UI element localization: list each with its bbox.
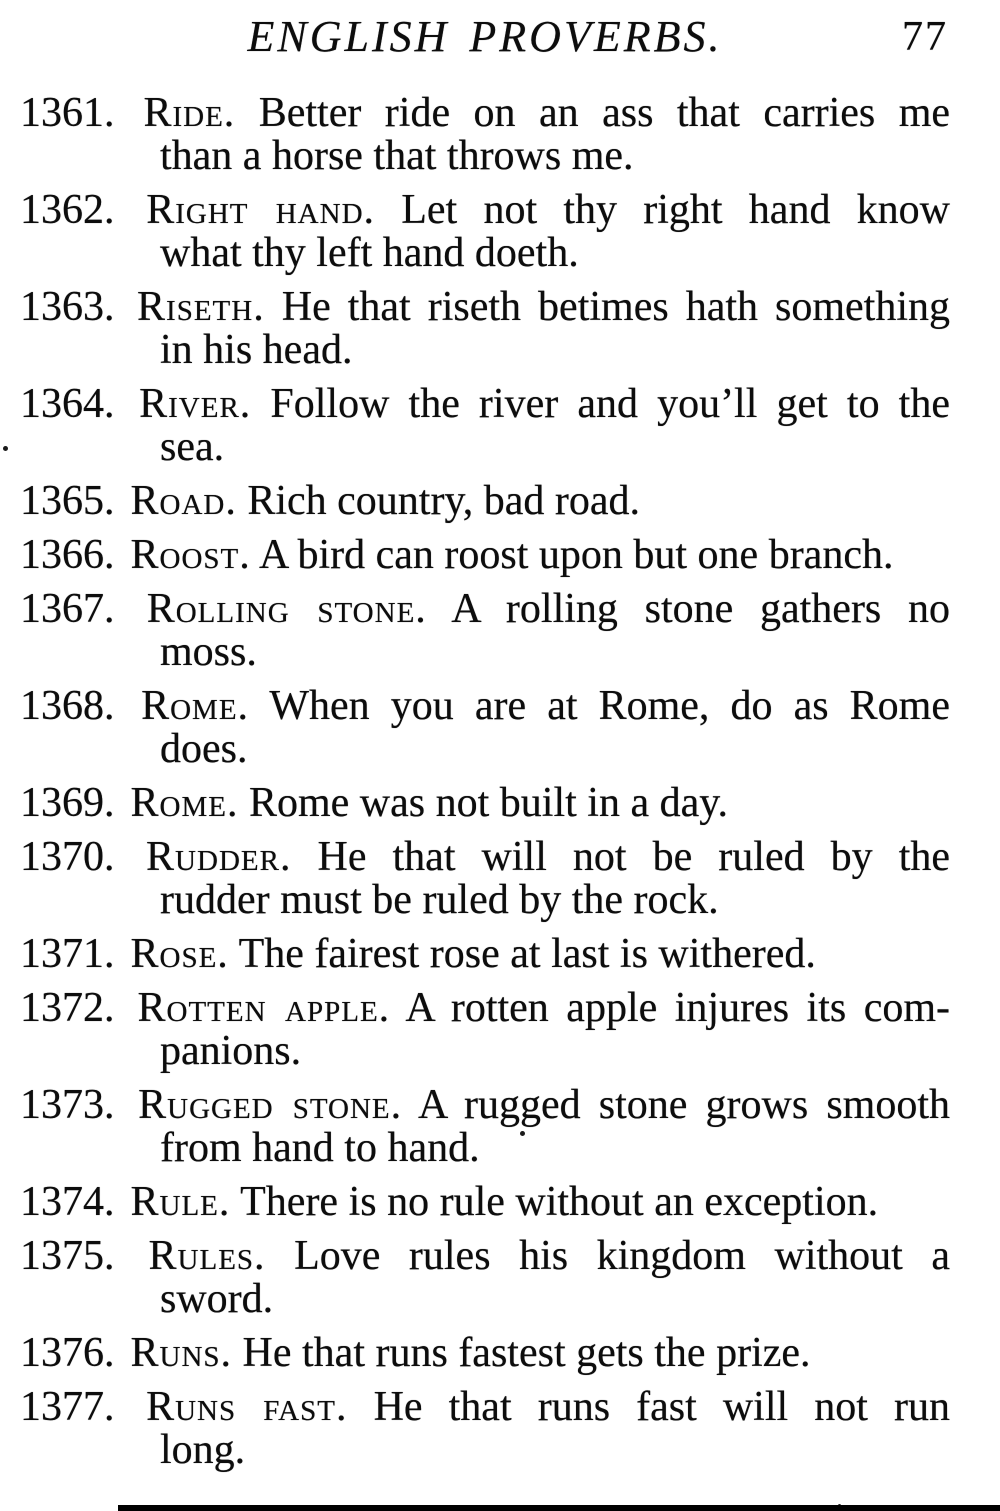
entry-keyword: Rule. [130,1179,231,1225]
entry-keyword: Riseth. [137,284,265,330]
entry-text-line: Follow the river and you’ll get to the [270,381,950,427]
entry-keyword: Rotten apple. [137,985,391,1031]
entry-keyword: Rolling stone. [146,586,427,632]
entry-keyword: Roost. [130,532,251,578]
entry-keyword: Rome. [130,780,239,826]
entry-first-line [20,1235,950,1278]
running-title: ENGLISH PROVERBS. [247,12,723,61]
entry-number: 1363. [20,284,115,330]
entry-number: 1375. [20,1233,115,1279]
entry-keyword: Road. [130,478,237,524]
proverb-entry [20,1084,950,1170]
entry-keyword: Rugged stone. [138,1082,403,1128]
proverb-entry [20,987,950,1073]
proverb-entry [20,480,950,523]
entry-number: 1373. [20,1082,115,1128]
entry-number: 1369. [20,780,115,826]
entry-keyword: Ride. [143,90,236,136]
proverb-entry [20,383,950,469]
entry-first-line [20,1386,950,1429]
entry-keyword: Rudder. [146,834,292,880]
proverb-list [20,92,950,1472]
entry-number: 1366. [20,532,115,578]
entry-number: 1372. [20,985,115,1031]
entry-number: 1377. [20,1384,115,1430]
entry-text-line: There is no rule without an exception. [240,1179,879,1225]
entry-text-line: A rolling stone gathers no [451,586,950,632]
entry-first-line [20,92,950,135]
entry-continuation-line: in his head. [160,327,353,373]
entry-keyword: Rose. [130,931,229,977]
entry-keyword: Rules. [148,1233,266,1279]
entry-text-line: Rome was not built in a day. [248,780,729,826]
entry-continuation-line: sword. [160,1276,274,1322]
entry-continuation-line: from hand to hand. [160,1125,480,1171]
proverb-entry [20,1235,950,1321]
entry-keyword: Rome. [141,683,250,729]
entry-number: 1367. [20,586,115,632]
entry-number: 1364. [20,381,115,427]
entry-text-line: A bird can roost upon but one branch. [258,532,894,578]
proverb-entry [20,933,950,976]
scan-speck [520,1131,525,1136]
proverb-entry [20,1181,950,1224]
entry-first-line [20,836,950,879]
entry-number: 1376. [20,1330,115,1376]
entry-number: 1365. [20,478,115,524]
entry-first-line [20,987,950,1030]
entry-first-line [20,685,950,728]
proverb-entry [20,836,950,922]
proverb-entry [20,286,950,372]
entry-first-line [20,286,950,329]
entry-text-line: He that will not be ruled by the [317,834,950,880]
entry-text-line: He that riseth betimes hath something [281,284,951,330]
page-number: 77 [902,14,948,60]
entry-text-line: He that runs fastest gets the prize. [242,1330,811,1376]
entry-first-line [20,189,950,232]
entry-number: 1374. [20,1179,115,1225]
entry-text-line: When you are at Rome, do as Rome [269,683,950,729]
entry-first-line [20,1181,950,1224]
entry-keyword: Runs fast. [146,1384,348,1430]
entry-continuation-line: rudder must be ruled by the rock. [160,877,719,923]
proverb-entry [20,92,950,178]
entry-continuation-line: does. [160,726,248,772]
proverb-entry [20,1386,950,1472]
entry-text-line: Rich country, bad road. [247,478,641,524]
entry-number: 1371. [20,931,115,977]
entry-number: 1362. [20,187,115,233]
proverb-entry [20,534,950,577]
entry-continuation-line: sea. [160,424,225,470]
entry-text-line: Love rules his kingdom without a [294,1233,950,1279]
scan-edge-bar [118,1505,1000,1511]
entry-continuation-line: what thy left hand doeth. [160,230,579,276]
entry-first-line [20,1332,950,1375]
entry-first-line [20,1084,950,1127]
entry-number: 1361. [20,90,115,136]
entry-text-line: Better ride on an ass that carries me [258,90,950,136]
entry-first-line [20,588,950,631]
entry-first-line [20,480,950,523]
entry-number: 1368. [20,683,115,729]
entry-first-line [20,383,950,426]
entry-continuation-line: long. [160,1427,246,1473]
proverb-entry [20,189,950,275]
proverb-entry [20,685,950,771]
entry-text-line: The fairest rose at last is withered. [238,931,816,977]
entry-text-line: He that runs fast will not run [373,1384,951,1430]
entry-first-line [20,782,950,825]
entry-keyword: Right hand. [146,187,376,233]
entry-text-line: Let not thy right hand know [401,187,951,233]
entry-keyword: Runs. [130,1330,233,1376]
entry-text-line: A rotten apple injures its com- [405,985,951,1031]
entry-continuation-line: moss. [160,629,257,675]
proverb-entry [20,588,950,674]
page-header [20,12,950,62]
entry-continuation-line: panions. [160,1028,302,1074]
entry-first-line [20,933,950,976]
entry-number: 1370. [20,834,115,880]
entry-keyword: River. [139,381,252,427]
scan-speck [3,446,8,451]
entry-text-line: A rugged stone grows smooth [417,1082,950,1128]
proverb-entry [20,782,950,825]
proverb-entry [20,1332,950,1375]
entry-first-line [20,534,950,577]
entry-continuation-line: than a horse that throws me. [160,133,634,179]
